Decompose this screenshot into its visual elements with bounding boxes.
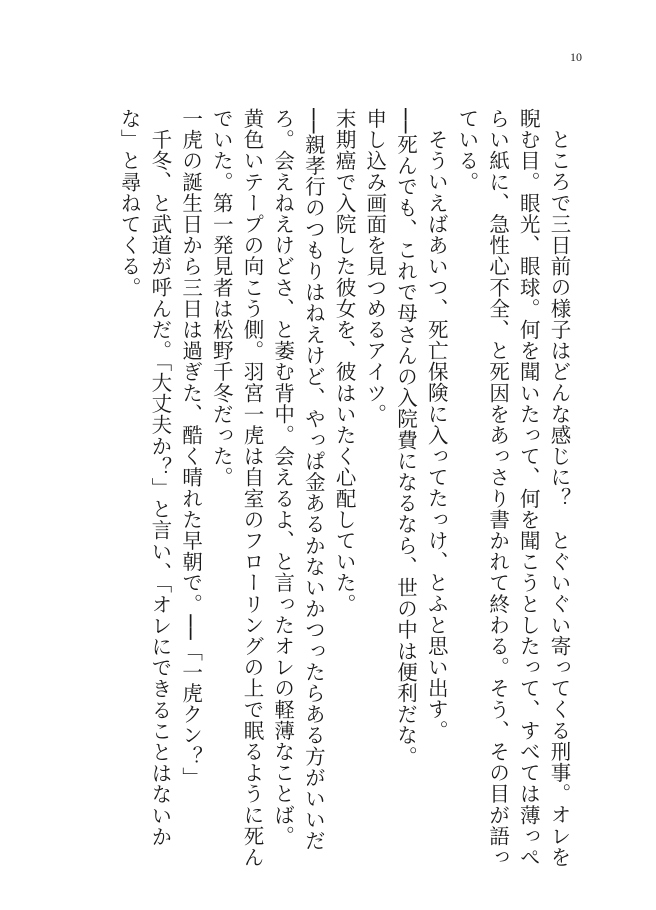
paragraph: そういえばあいつ、死亡保険に入ってたっけ、とふと思い出す。 (424, 128, 449, 741)
paragraph: 末期癌で入院した彼女を、彼はいたく心配していた。 (332, 108, 357, 615)
paragraph: 千冬、と武道が呼んだ。「大丈夫か？」と言い、「オレにできることはないかな」と尋ねてくる。 (117, 108, 172, 847)
paragraph: 申し込み画面を見つめるアイツ。 (362, 108, 387, 425)
paragraph: ところで三日前の様子はどんな感じに？ とぐいぐい寄ってくる刑事。オレを睨む目。眼光、眼球。何を聞いたって、何を聞こうとしたって、すべては薄っぺらい紙に、急性心不全、と死因をあっさり書かれて終わる。そう、その目が語っている。 (454, 108, 571, 868)
paragraph: 一虎の誕生日から三日は過ぎた、酷く晴れた早朝で。──「一虎クン？」 (178, 108, 203, 788)
paragraph: ──親孝行のつもりはねえけど、やっぱ金あるかないかつったらある方がいいだろ。会えねえけどさ、と萎む背中。会えるよ、と言ったオレの軽薄なことば。 (270, 108, 326, 852)
page-number: 10 (570, 50, 582, 64)
novel-body-text (114, 108, 574, 868)
paragraph: ──死んでも、これで母さんの入院費になるなら、世の中は便利だな。 (393, 108, 418, 767)
paragraph: 黄色いテープの向こう側。羽宮一虎は自室のフローリングの上で眠るように死んでいた。第一発見者は松野千冬だった。 (209, 108, 264, 868)
